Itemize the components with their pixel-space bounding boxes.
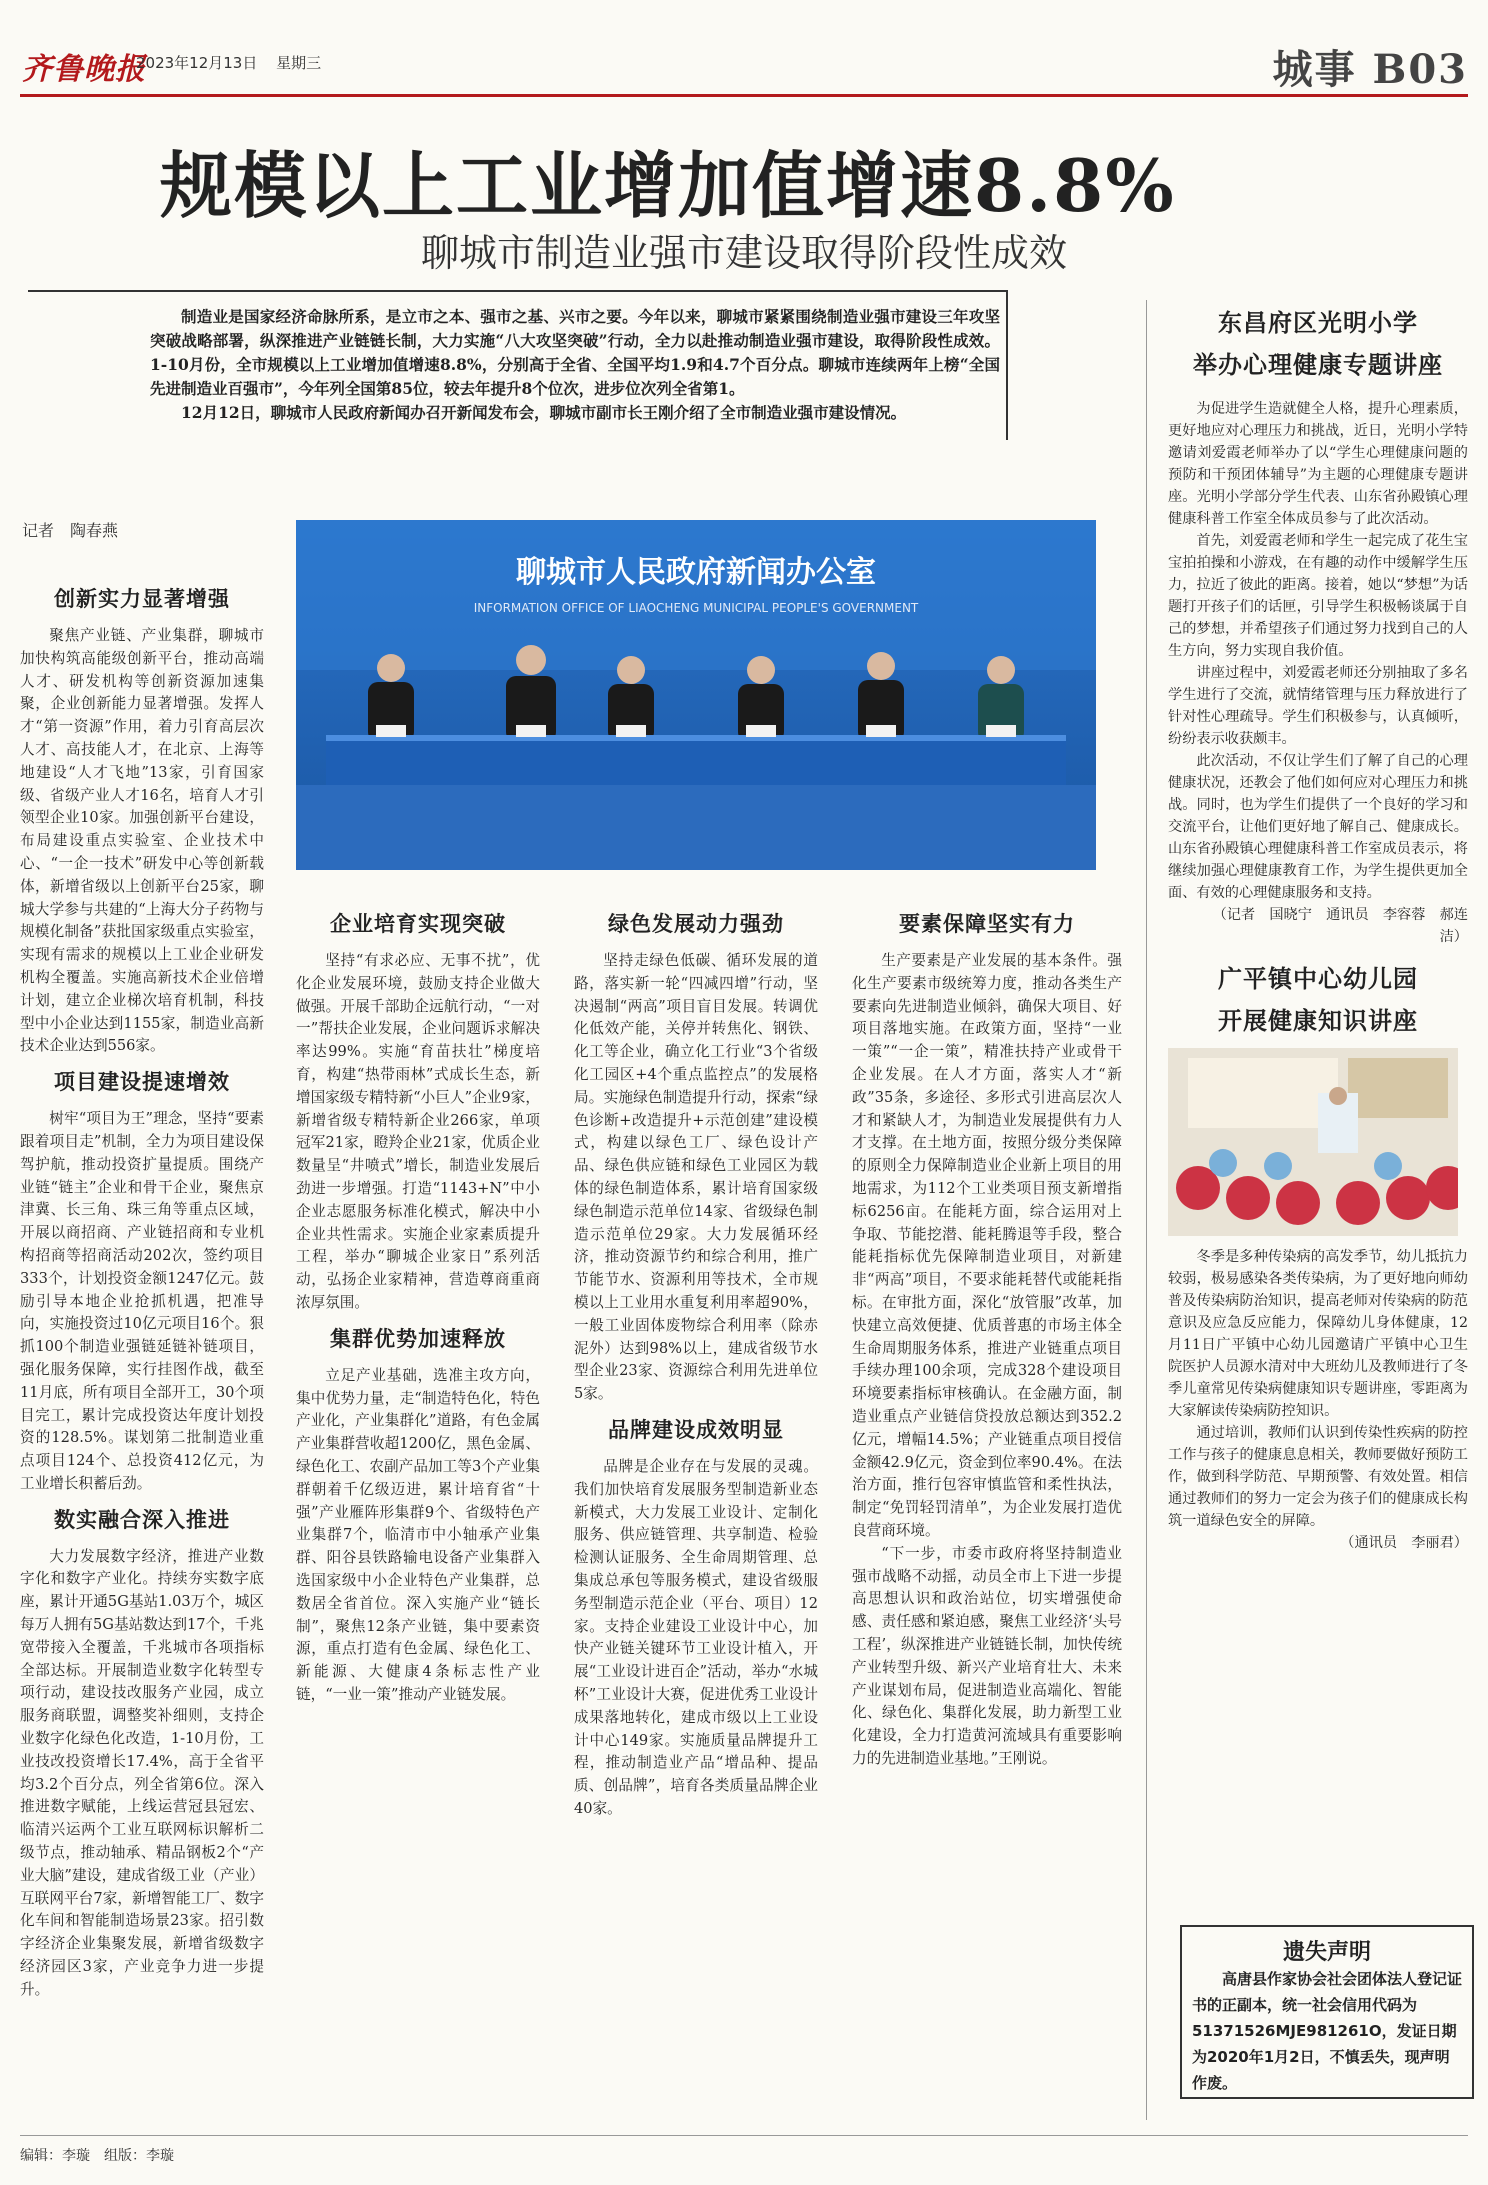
page-subheadline: 聊城市制造业强市建设取得阶段性成效 (420, 231, 1067, 275)
title-line: 举办心理健康专题讲座 (1193, 350, 1443, 379)
column-4 (852, 900, 1122, 1771)
notice-title: 遗失声明 (1282, 1940, 1371, 1965)
notice-body: 高唐县作家协会社会团体法人登记证书的正副本，统一社会信用代码为51371526MJE981261O，发证日期为2020年1月2日，不慎丢失，现声明作废。 (1192, 1970, 1463, 2092)
section-body: 大力发展数字经济，推进产业数字化和数字产业化。持续夯实数字底座，累计开通5G基站1.03万个，城区每万人拥有5G基站数达到17个，千兆宽带接入全覆盖，千兆城市各项指标全部达标。开展制造业数字化转型专项行动，建设技改服务产业园，成立服务商联盟，调整奖补细则，支持企业数字化绿色化改造，1-10月份，工业技改投资增长17.4%，高于全省平均3.2个百分点，列全省第6位。深入推进数字赋能，上线运营冠县冠宏、临清兴运两个工业互联网标识解析二级节点，推动轴承、精品钢板2个“产业大脑”建设，建成省级工业（产业）互联网平台7家，新增智能工厂、数字化车间和智能制造场景23家。招引数字经济企业集聚发展，新增省级数字经济园区3家，产业竞争力进一步提升。 (20, 1547, 264, 1998)
footer-rule (20, 2135, 1468, 2136)
weekday-text: 星期三 (276, 54, 322, 72)
section-heading: 品牌建设成效明显 (608, 1416, 784, 1442)
section-body: 树牢“项目为王”理念，坚持“要素跟着项目走”机制，全力为项目建设保驾护航，推动投资扩量提质。围绕产业链“链主”企业和骨干企业，聚焦京津冀、长三角、珠三角等重点区域，开展以商招商、产业链招商和专业机构招商等招商活动202次，签约项目333个，计划投资金额1247亿元。鼓励引导本地企业抢抓机遇，把准导向，实施投资过10亿元项目16个。狠抓100个制造业强链延链补链项目，强化服务保障，实行挂图作战，截至11月底，所有项目全部开工，30个项目完工，累计完成投资达年度计划投资的128.5%。谋划第二批制造业重点项目124个、总投资412亿元，为工业增长积蓄后劲。 (20, 1110, 264, 1492)
lead-paragraph: 12月12日，聊城市人民政府新闻办召开新闻发布会，聊城市副市长王刚介绍了全市制造业强市建设情况。 (181, 403, 907, 422)
page-headline: 规模以上工业增加值增速8.8% (160, 143, 1176, 228)
banner-title-en: INFORMATION OFFICE OF LIAOCHENG MUNICIPAL PEOPLE'S GOVERNMENT (473, 601, 919, 615)
section-label: 城事 B03 (1272, 46, 1468, 93)
column-3 (574, 900, 818, 1821)
lead-paragraph: 制造业是国家经济命脉所系，是立市之本、强市之基、兴市之要。今年以来，聊城市紧紧围绕制造业强市建设三年攻坚突破战略部署，纵深推进产业链链长制，大力实施“八大攻坚突破”行动，全力以赴推动制造业强市建设，取得阶段性成效。1-10月份，全市规模以上工业增加值增速8.8%，分别高于全省、全国平均1.9和4.7个百分点。聊城市连续两年上榜“全国先进制造业百强市”，今年列全国第85位，较去年提升8个位次，进步位次列全省第1。 (150, 307, 1000, 398)
section-body: 坚持“有求必应、无事不扰”，优化企业发展环境，鼓励支持企业做大做强。开展千部助企远航行动，“一对一”帮扶企业发展，企业问题诉求解决率达99%。实施“育苗扶壮”梯度培育，构建“热带雨林”式成长生态，新增国家级专精特新“小巨人”企业9家，新增省级专精特新企业266家，单项冠军21家，瞪羚企业21家，优质企业数量呈“井喷式”增长，制造业发展后劲进一步增强。打造“1143+N”中小企业志愿服务标准化模式，解决中小企业共性需求。实施企业家素质提升工程，举办“聊城企业家日”系列活动，弘扬企业家精神，营造尊商重商浓厚氛围。 (296, 952, 540, 1311)
story-credit: （通讯员 李丽君） (1340, 1535, 1468, 1551)
column-divider (1146, 300, 1147, 2120)
column-2 (296, 900, 540, 1707)
story-paragraph: 冬季是多种传染病的高发季节，幼儿抵抗力较弱，极易感染各类传染病，为了更好地向师幼普及传染病防治知识，提高老师对传染病的防范意识及应急反应能力，保障幼儿身体健康，12月11日广平镇中心幼儿园邀请广平镇中心卫生院医护人员源水清对中大班幼儿及教师进行了冬季儿童常见传染病健康知识专题讲座，零距离为大家解读传染病防控知识。 (1168, 1249, 1468, 1419)
kindergarten-lecture-photo (1168, 1048, 1458, 1236)
section-heading: 数实融合深入推进 (54, 1506, 230, 1532)
section-heading: 要素保障坚实有力 (899, 911, 1075, 936)
title-line: 开展健康知识讲座 (1218, 1006, 1418, 1035)
story-paragraph: 讲座过程中，刘爱霞老师还分别抽取了多名学生进行了交流，就情绪管理与压力释放进行了针对性心理疏导。学生们积极参与，认真倾听，纷纷表示收获颇丰。 (1168, 665, 1468, 747)
sidebar-story-title (1168, 958, 1468, 1042)
conference-table (326, 735, 1066, 785)
footer-editor: 编辑：李璇 组版：李璇 (20, 2148, 174, 2164)
section-heading: 绿色发展动力强劲 (608, 911, 784, 936)
column-1 (20, 575, 264, 2002)
story-paragraph: 首先，刘爱霞老师和学生一起完成了花生宝宝拍拍操和小游戏，在有趣的动作中缓解学生压力，拉近了彼此的距离。接着，她以“梦想”为话题打开孩子们的话匣，引导学生积极畅谈属于自己的梦想，并希望孩子们通过努力找到自己的人生方向，努力实现自我价值。 (1168, 533, 1468, 659)
date-text: 2023年12月13日 (136, 54, 258, 72)
story-paragraph: 通过培训，教师们认识到传染性疾病的防控工作与孩子的健康息息相关，教师要做好预防工作，做到科学防范、早期预警、有效处置。相信通过教师们的努力一定会为孩子们的健康成长构筑一道绿色安全的屏障。 (1168, 1425, 1468, 1529)
sidebar (1168, 302, 1468, 1554)
masthead-rule (20, 94, 1468, 97)
title-line: 广平镇中心幼儿园 (1218, 964, 1418, 993)
section-heading: 企业培育实现突破 (330, 911, 506, 936)
section-body: 品牌是企业存在与发展的灵魂。我们加快培育发展服务型制造新业态新模式，大力发展工业设计、定制化服务、供应链管理、共享制造、检验检测认证服务、全生命周期管理、总集成总承包等服务模式，建设省级服务型制造示范企业（平台、项目）12家。支持企业建设工业设计中心，加快产业链关键环节工业设计植入，开展“工业设计进百企”活动，举办“水城杯”工业设计大赛，促进优秀工业设计成果落地转化，建成市级以上工业设计中心149家。实施质量品牌提升工程，推动制造业产品“增品种、提品质、创品牌”，培育各类质量品牌企业40家。 (574, 1457, 818, 1817)
section-body: 生产要素是产业发展的基本条件。强化生产要素市级统筹力度，推动各类生产要素向先进制造业倾斜，确保大项目、好项目落地实施。在政策方面，坚持“一业一策”“一企一策”，精准扶持产业或骨干企业发展。在人才方面，落实人才“新政”35条，多途径、多形式引进高层次人才和紧缺人才，为制造业发展提供有力人才支撑。在土地方面，按照分级分类保障的原则全力保障制造业企业新上项目的用地需求，为112个工业类项目预支新增指标6256亩。在能耗方面，综合运用对上争取、节能挖潜、能耗腾退等手段，整合能耗指标优先保障制造业项目，对新建非“两高”项目，不要求能耗替代或能耗指标。在审批方面，深化“放管服”改革，加快建立高效便捷、优质普惠的市场主体全生命周期服务体系，推进产业链重点项目手续办理100余项，完成328个建设项目环境要素指标审核确认。在金融方面，制造业重点产业链信贷投放总额达到352.2亿元，增幅14.5%；产业链重点项目授信金额42.9亿元，资金到位率90.4%。在法治方面，推行包容审慎监管和柔性执法，制定“免罚轻罚清单”，为企业发展打造优良营商环境。 (852, 952, 1122, 1539)
section-body: “下一步，市委市政府将坚持制造业强市战略不动摇，动员全市上下进一步提高思想认识和政治站位，切实增强使命感、责任感和紧迫感，聚焦工业经济‘头号工程’，纵深推进产业链链长制，加快传统产业转型升级、新兴产业培育壮大、未来产业谋划布局，促进制造业高端化、智能化、绿色化、集群化发展，助力新型工业化建设，全力打造黄河流域具有重要影响力的先进制造业基地。”王刚说。 (852, 1544, 1122, 1767)
byline: 记者 陶春燕 (22, 521, 119, 540)
press-conference-photo (296, 520, 1096, 870)
section-body: 立足产业基础，选准主攻方向，集中优势力量，走“制造特色化，特色产业化，产业集群化”道路，有色金属产业集群营收超1200亿，黑色金属、绿色化工、农副产品加工等3个产业集群朝着千亿级迈进，累计培育省“十强”产业雁阵形集群9个、省级特色产业集群7个，临清市中小轴承产业集群、阳谷县铁路输电设备产业集群入选国家级中小企业特色产业集群，总数居全省首位。深入实施产业“链长制”，聚焦12条产业链，集中要素资源，重点打造有色金属、绿色化工、新能源、大健康4条标志性产业链，“一业一策”推动产业链发展。 (296, 1366, 540, 1703)
story-paragraph: 此次活动，不仅让学生们了解了自己的心理健康状况，还教会了他们如何应对心理压力和挑战。同时，也为学生们提供了一个良好的学习和交流平台，让他们更好地了解自己、健康成长。山东省孙殿镇心理健康科普工作室成员表示，将继续加强心理健康教育工作，为学生提供更加全面、有效的心理健康服务和支持。 (1168, 753, 1468, 901)
banner-title-cn: 聊城市人民政府新闻办公室 (516, 555, 876, 590)
section-heading: 项目建设提速增效 (54, 1069, 230, 1095)
story-credit: （记者 国晓宁 通讯员 李容蓉 郝连洁） (1212, 907, 1468, 945)
section-body: 聚焦产业链、产业集群，聊城市加快构筑高能级创新平台，推动高端人才、研发机构等创新资源加速集聚，企业创新能力显著增强。发挥人才“第一资源”作用，着力引育高层次人才、高技能人才，在北京、上海等地建设“人才飞地”13家，引育国家级、省级产业人才16名，培育人才引领型企业10家。加强创新平台建设，布局建设重点实验室、企业技术中心、“一企一技术”研发中心等创新载体，新增省级以上创新平台25家，聊城大学参与共建的“上海大分子药物与规模化制备”获批国家级重点实验室，实现有需求的规模以上工业企业研发机构全覆盖。实施高新技术企业倍增计划，建立企业梯次培育机制，科技型中小企业达到1155家，制造业高新技术企业达到556家。 (20, 627, 264, 1055)
section-heading: 集群优势加速释放 (330, 1325, 506, 1351)
lost-notice-box (1180, 1925, 1474, 2099)
article-lead (150, 305, 1000, 425)
newspaper-logo: 齐鲁晚报 (22, 52, 146, 87)
title-line: 东昌府区光明小学 (1218, 308, 1418, 337)
issue-date (136, 52, 321, 73)
section-heading: 创新实力显著增强 (54, 586, 230, 611)
section-body: 坚持走绿色低碳、循环发展的道路，落实新一轮“四减四增”行动，坚决遏制“两高”项目盲目发展。转调优化低效产能，关停并转焦化、钢铁、化工等企业，确立化工行业“3个省级化工园区+4个重点监控点”的发展格局。实施绿色制造提升行动，探索“绿色诊断+改造提升+示范创建”建设模式，构建以绿色工厂、绿色设计产品、绿色供应链和绿色工业园区为载体的绿色制造体系，累计培育国家级绿色制造示范单位14家、省级绿色制造示范单位29家。大力发展循环经济，推动资源节约和综合利用，推广节能节水、资源利用等技术，全市规模以上工业用水重复利用率超90%，一般工业固体废物综合利用率（除赤泥外）达到98%以上，建成省级节水型企业23家、资源综合利用先进单位5家。 (574, 952, 818, 1403)
story-paragraph: 为促进学生造就健全人格，提升心理素质，更好地应对心理压力和挑战，近日，光明小学特邀请刘爱霞老师举办了以“学生心理健康问题的预防和干预团体辅导”为主题的心理健康专题讲座。光明小学部分学生代表、山东省孙殿镇心理健康科普工作室全体成员参与了此次活动。 (1168, 401, 1468, 527)
sidebar-story-title (1168, 302, 1468, 386)
